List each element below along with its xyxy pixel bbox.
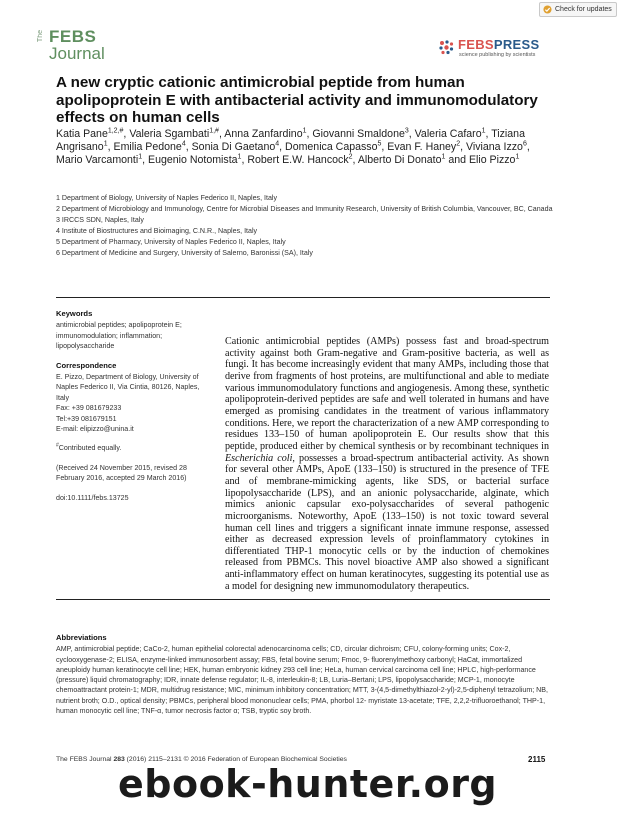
author-name: Eugenio Notomista — [148, 154, 238, 167]
author-name: Valeria Cafaro — [414, 128, 482, 140]
affiliation-item: 1 Department of Biology, University of Naples Federico II, Naples, Italy — [56, 194, 278, 202]
check-for-updates-label: Check for updates — [555, 6, 612, 13]
abbreviations-text: AMP, antimicrobial peptide; CaCo-2, human epithelial colorectal adenocarcinoma cells; CD, circular dichroism; CFU, colony-forming units; Cox-2, cyclooxygenase-2; ELISA, enzyme-linked immunosorbent assay; FBS, fetal bovine serum; Fmoc, 9- fluorenylmethoxy carbonyl; HaCat, immortalized aneuploidy human keratinocyte cell line; HEK, human embryonic kidney 293 cell line; HeLa, human cervical carcinoma cell line; HPLC, high-performance (pressure) liquid chromatography; IDR, innate defense regulator; IL-8, interleukin-8; LB, Luria–Bertani; LPS, lipopolysaccharide; MCP-1, monocyte chemoattractant protein-1; MDR, multidrug resistance; MIC, minimum inhibitory concentration; MTT, 3-(4,5-dimethylthiazol-2-yl)-2,5-diphenyl tetrazolium; NB, nutrient broth; O.D., optical density; PBMCs, peripheral blood mononuclear cells; PMA, phorbol 12- myristate 13-acetate; TFE, 2,2,2-trifluoroethanol; THP-1, human monocytic cell line; TNF-α, tumor necrosis factor α; TSB, tryptic soy broth. — [56, 645, 549, 716]
author-affiliation-mark: 1,2,# — [107, 127, 124, 135]
header-rule — [56, 297, 550, 298]
author-affiliation-mark: 1 — [441, 153, 446, 161]
page-number: 2115 — [528, 755, 546, 764]
article-sidebar — [56, 309, 206, 512]
author-list: Katia Pane$^{1,2,\#}$, Valeria Sgambati$^{1,\#}$, Anna Zanfardino$^1$, Giovanni Smaldone$^3$, Valeria Cafaro$^1$, Tiziana Angrisano$^1$, Emilia Pedone$^4$, Sonia Di Gaetano$^4$, Domenica Capasso$^5$, Evan F. Haney$^2$, Viviana Izzo$^6$, Mario Varcamonti$^1$, Eugenio Notomista$^1$, Robert E.W. Hancock$^2$, Alberto Di Donato$^1$ and Elio Pizzo$^1$ — [56, 127, 530, 167]
febs-press-name: FEBSPRESS — [458, 37, 540, 52]
febs-journal-logo: The FEBS Journal — [37, 27, 105, 63]
affiliation-item: 3 IRCCS SDN, Naples, Italy — [56, 216, 144, 224]
watermark-text: ebook-hunter.org — [118, 762, 498, 806]
affiliation-item: 6 Department of Medicine and Surgery, University of Salerno, Baronissi (SA), Italy — [56, 249, 313, 257]
author-affiliation-mark: 5 — [377, 140, 382, 148]
abbreviations-heading: Abbreviations — [56, 633, 107, 642]
keywords-block — [56, 309, 206, 352]
received-dates: (Received 24 November 2015, revised 28 February 2016, accepted 29 March 2016) — [56, 463, 187, 483]
author-affiliation-mark: 1 — [138, 153, 143, 161]
author-affiliation-mark: 2 — [348, 153, 353, 161]
author-name: Evan F. Haney — [387, 141, 457, 154]
species-name: Escherichia coli — [225, 452, 293, 464]
febs-press-tagline: science publishing by scientists — [459, 52, 536, 58]
author-affiliation-mark: 2 — [456, 140, 461, 148]
febs-press-logo — [438, 37, 558, 63]
author-affiliation-mark: 1 — [302, 127, 307, 135]
febs-press-dots-icon — [438, 39, 455, 56]
author-name: Sonia Di Gaetano — [191, 141, 276, 154]
author-affiliation-mark: 1 — [481, 127, 486, 135]
author-affiliation-mark: 1 — [237, 153, 242, 161]
author-name: Domenica Capasso — [285, 141, 378, 154]
article-title: A new cryptic cationic antimicrobial peptide from human apolipoprotein E with antibacterial activity and immunomodulatory effects on human cells — [56, 74, 538, 126]
author-affiliation-mark: 1 — [515, 153, 520, 161]
affiliation-list — [56, 193, 556, 259]
author-name: Valeria Sgambati — [129, 128, 210, 140]
author-name: Robert E.W. Hancock — [247, 154, 349, 167]
author-name: Alberto Di Donato — [357, 154, 442, 167]
abstract-rule — [56, 599, 550, 600]
author-affiliation-mark: 4 — [181, 140, 186, 148]
author-name: Mario Varcamonti — [56, 154, 139, 167]
abbreviations-block — [56, 633, 553, 716]
author-affiliation-mark: 4 — [275, 140, 280, 148]
keywords-text: antimicrobial peptides; apolipoprotein E; immunomodulation; inflammation; lipopolysaccharide — [56, 321, 182, 351]
author-affiliation-mark: 3 — [404, 127, 409, 135]
affiliation-item: 5 Department of Pharmacy, University of Naples Federico II, Naples, Italy — [56, 238, 286, 246]
author-name: Emilia Pedone — [113, 141, 182, 154]
correspondence-tel: Tel:+39 081679151 — [56, 414, 117, 423]
affiliation-item: 2 Department of Microbiology and Immunology, Centre for Microbial Diseases and Immunity Research, University of British Columbia, Vancouver, BC, Canada — [56, 205, 553, 213]
author-name: Tiziana Angrisano — [56, 128, 525, 154]
check-for-updates-button[interactable] — [539, 2, 617, 17]
author-name: Katia Pane — [56, 128, 108, 140]
crossmark-icon — [543, 5, 552, 14]
correspondence-email[interactable]: E-mail: elipizzo@unina.it — [56, 425, 134, 434]
abstract-text: Cationic antimicrobial peptides (AMPs) possess fast and broad-spectrum activity against both Gram-negative and Gram-positive bacteria, as well as fungi. It has become increasingly evident that many AMPs, including those that derive from fragments of host proteins, are multifunctional and able to mediate various immunomodulatory functions and angiogenesis. Among these, synthetic apolipoprotein-derived peptides are safe and well tolerated in humans and have emerged as promising candidates in the treatment of various inflammatory conditions. Here, we report the characterization of a new AMP corresponding to residues 133–150 of human apolipoprotein E. Our results show that this peptide, produced either by chemical synthesis or by recombinant techniques in Escherichia coli, possesses a broad-spectrum antibacterial activity. As shown for several other AMPs, ApoE (133–150) is structured in the presence of TFE and of membrane-mimicking agents, like SDS, or bacterial surface lipopolysaccharide (LPS), and an anionic polysaccharide, alginate, which mimics anionic capsular exo-polysaccharides of several pathogenic microorganisms. Noteworthy, ApoE (133–150) is not toxic toward several human cell lines and triggers a significant innate immune response, assessed either as decreased expression levels of proinflammatory cytokines in differentiated THP-1 monocytic cells or by the induction of chemokines released from PBMCs. This novel bioactive AMP also showed a significant anti-inflammatory effect on human keratinocytes, suggesting its potential use as a model for designing new immunomodulatory therapeutics. — [225, 336, 549, 592]
author-name: Elio Pizzo — [468, 154, 516, 167]
correspondence-block — [56, 361, 206, 435]
correspondence-fax: Fax: +39 081679233 — [56, 404, 122, 413]
keywords-heading: Keywords — [56, 309, 93, 318]
doi-link[interactable]: doi:10.1111/febs.13725 — [56, 493, 129, 502]
equal-contribution-note: #Contributed equally. — [56, 443, 122, 453]
correspondence-heading: Correspondence — [56, 360, 117, 370]
author-affiliation-mark: 1,# — [209, 127, 219, 135]
author-name: Anna Zanfardino — [224, 128, 303, 140]
page-footer: The FEBS Journal 283 (2016) 2115–2131 © 2016 Federation of European Biochemical Societies — [56, 756, 347, 763]
author-affiliation-mark: 6 — [522, 140, 527, 148]
affiliation-item: 4 Institute of Biostructures and Bioimaging, C.N.R., Naples, Italy — [56, 227, 258, 235]
author-name: Viviana Izzo — [466, 141, 523, 154]
author-name: Giovanni Smaldone — [312, 128, 405, 140]
author-affiliation-mark: 1 — [103, 140, 108, 148]
correspondence-address: E. Pizzo, Department of Biology, University of Naples Federico II, Via Cintia, 80126, Naples, Italy — [56, 373, 200, 402]
